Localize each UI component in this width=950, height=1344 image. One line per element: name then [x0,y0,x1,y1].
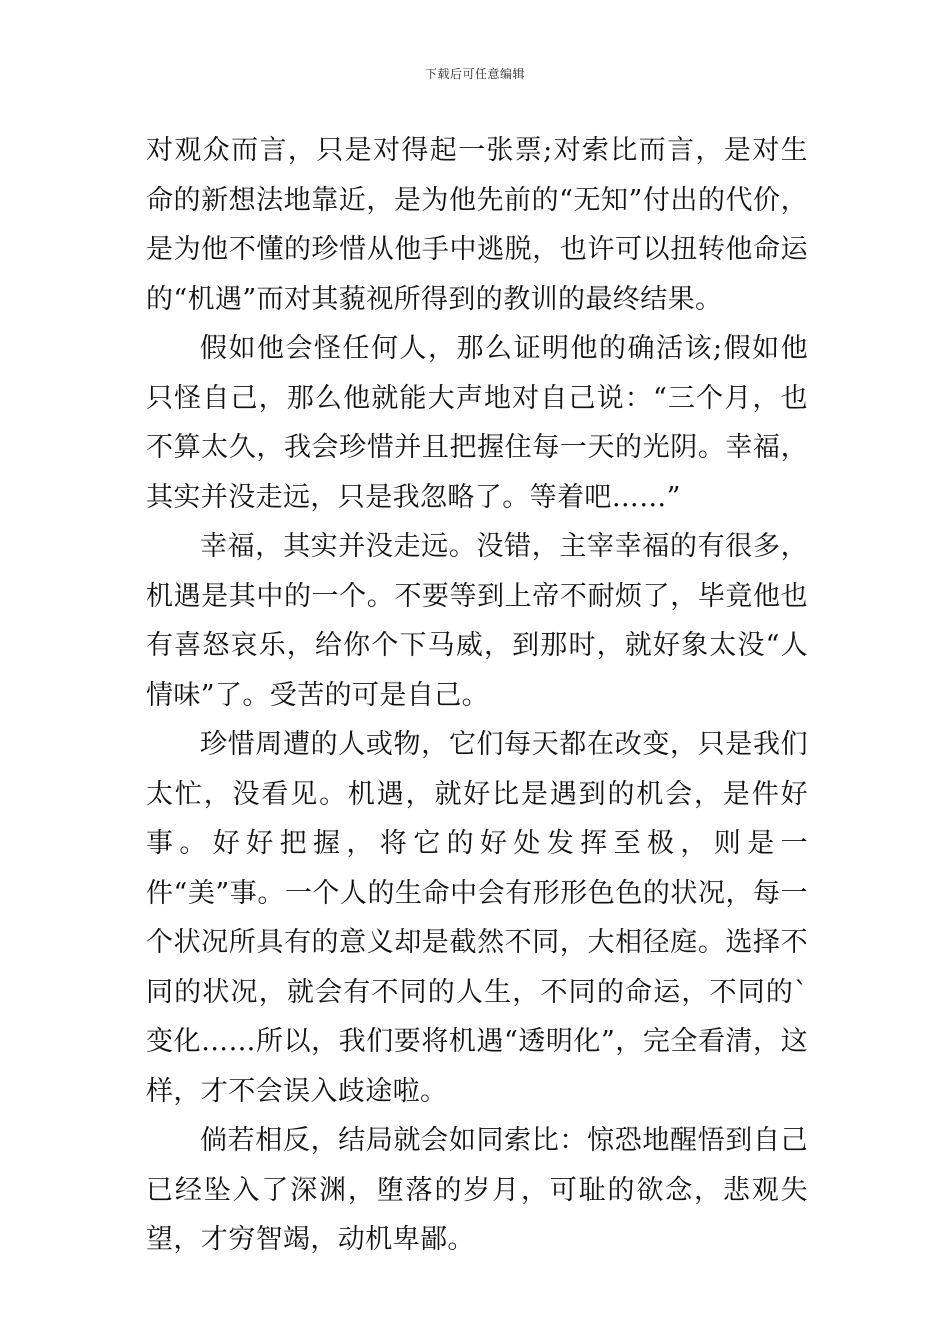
paragraph-3: 幸福，其实并没走远。没错，主宰幸福的有很多，机遇是其中的一个。不要等到上帝不耐烦了，毕竟他也有喜怒哀乐，给你个下马威，到那时，就好象太没“人情味”了。受苦的可是自己。 [146,531,808,711]
document-body [146,126,808,1265]
paragraph-4: 珍惜周遭的人或物，它们每天都在改变，只是我们太忙，没看见。机遇，就好比是遇到的机会，是件好事。好好把握，将它的好处发挥至极，则是一件“美”事。一个人的生命中会有形形色色的状况，每一个状况所具有的意义却是截然不同，大相径庭。选择不同的状况，就会有不同的人生，不同的命运，不同的`变化……所以，我们要将机遇“透明化”，完全看清，这样，才不会误入歧途啦。 [146,729,808,1107]
paragraph-5: 倘若相反，结局就会如同索比：惊恐地醒悟到自己已经坠入了深渊，堕落的岁月，可耻的欲念，悲观失望，才穷智竭，动机卑鄙。 [146,1125,808,1255]
paragraph-2: 假如他会怪任何人，那么证明他的确活该;假如他只怪自己，那么他就能大声地对自己说：“三个月，也不算太久，我会珍惜并且把握住每一天的光阴。幸福，其实并没走远，只是我忽略了。等着吧……” [146,333,808,513]
paragraph-1: 对观众而言，只是对得起一张票;对索比而言，是对生命的新想法地靠近，是为他先前的“无知”付出的代价，是为他不懂的珍惜从他手中逃脱，也许可以扭转他命运的“机遇”而对其藐视所得到的教训的最终结果。 [146,135,808,315]
page-header: 下载后可任意编辑 [424,67,525,81]
